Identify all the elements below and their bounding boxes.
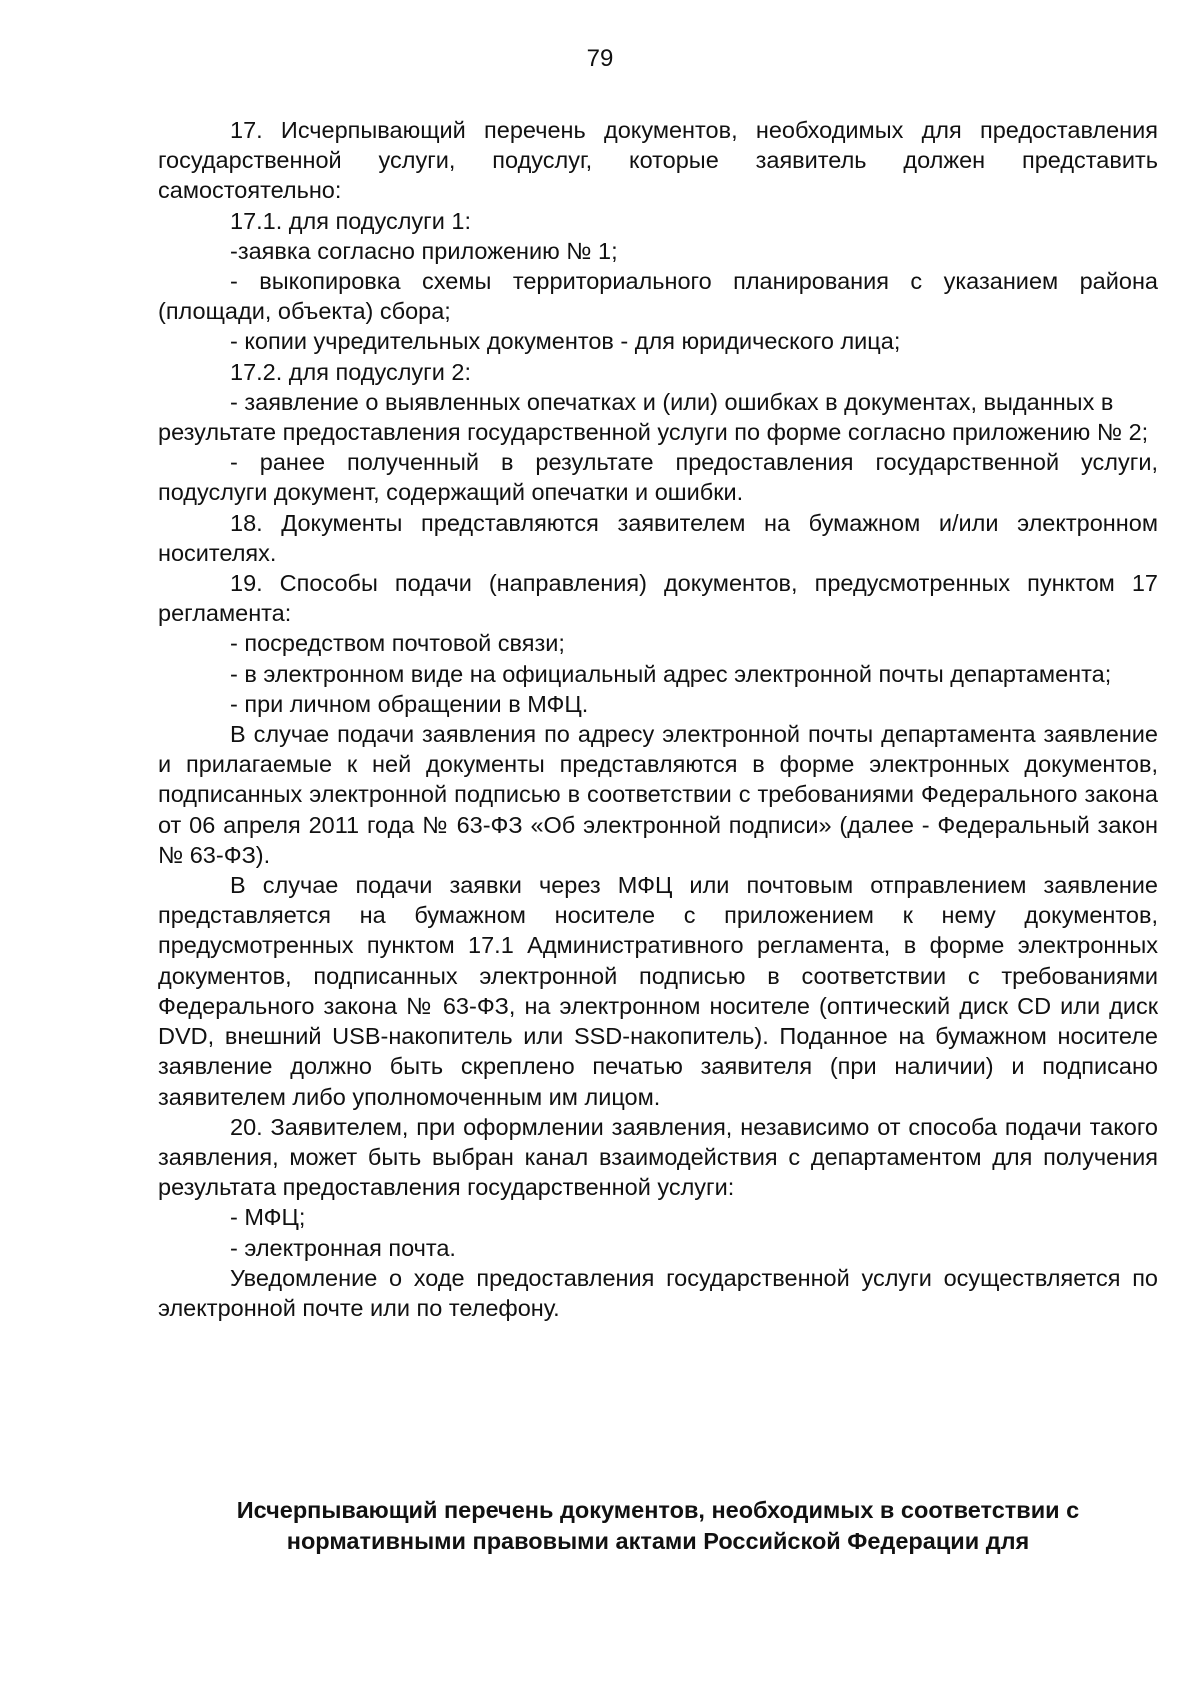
section-heading-line: нормативными правовыми актами Российской Федерации для [286, 1528, 1030, 1554]
list-item: - выкопировка схемы территориального планирования с указанием района (площади, объекта) сбора; [158, 268, 1158, 325]
section-heading [158, 1495, 1158, 1557]
list-item: - копии учредительных документов - для юридического лица; [230, 328, 901, 355]
document-body [158, 115, 1158, 1323]
paragraph-17-1: 17.1. для подуслуги 1: [230, 207, 471, 234]
list-item: - МФЦ; [230, 1204, 306, 1231]
list-item: - в электронном виде на официальный адрес электронной почты департамента; [230, 660, 1112, 687]
page-number: 79 [586, 45, 614, 72]
paragraph-17: 17. Исчерпывающий перечень документов, необходимых для предоставления государственной услуги, подуслуг, которые заявитель должен представить самостоятельно: [158, 117, 1158, 204]
list-item: - посредством почтовой связи; [230, 630, 565, 657]
list-item: -заявка согласно приложению № 1; [230, 237, 618, 264]
paragraph-17-2: 17.2. для подуслуги 2: [230, 358, 471, 385]
section-heading-line: Исчерпывающий перечень документов, необходимых в соответствии с [236, 1497, 1080, 1523]
list-item: - при личном обращении в МФЦ. [230, 690, 589, 717]
paragraph-18: 18. Документы представляются заявителем на бумажном и/или электронном носителях. [158, 509, 1158, 566]
paragraph-20: 20. Заявителем, при оформлении заявления, независимо от способа подачи такого заявления, может быть выбран канал взаимодействия с департаментом для получения результата предоставления государственной услуги: [158, 1113, 1158, 1201]
paragraph-mfc-submission: В случае подачи заявки через МФЦ или почтовым отправлением заявление представляется на бумажном носителе с приложением к нему документов, предусмотренных пунктом 17.1 Административного регламента, в форме электронных документов, подписанных электронной подписью в соответствии с требованиями Федерального закона № 63-ФЗ, на электронном носителе (оптический диск CD или диск DVD, внешний USB-накопитель или SSD-накопитель). Поданное на бумажном носителе заявление должно быть скреплено печатью заявителя (при наличии) и подписано заявителем либо уполномоченным им лицом. [158, 872, 1158, 1110]
list-item: - электронная почта. [230, 1234, 456, 1261]
list-item: - заявление о выявленных опечатках и (или) ошибках в документах, выданных в результате предоставления государственной услуги по форме согласно приложению № 2; [158, 388, 1149, 446]
paragraph-notification: Уведомление о ходе предоставления государственной услуги осуществляется по электронной почте или по телефону. [158, 1264, 1158, 1321]
paragraph-email-submission: В случае подачи заявления по адресу электронной почты департамента заявление и прилагаемые к ней документы представляются в форме электронных документов, подписанных электронной подписью в соответствии с требованиями Федерального закона от 06 апреля 2011 года № 63-ФЗ «Об электронной подписи» (далее - Федеральный закон № 63-ФЗ). [158, 721, 1158, 868]
list-item: - ранее полученный в результате предоставления государственной услуги, подуслуги документ, содержащий опечатки и ошибки. [158, 449, 1158, 506]
paragraph-19: 19. Способы подачи (направления) документов, предусмотренных пунктом 17 регламента: [158, 570, 1158, 627]
